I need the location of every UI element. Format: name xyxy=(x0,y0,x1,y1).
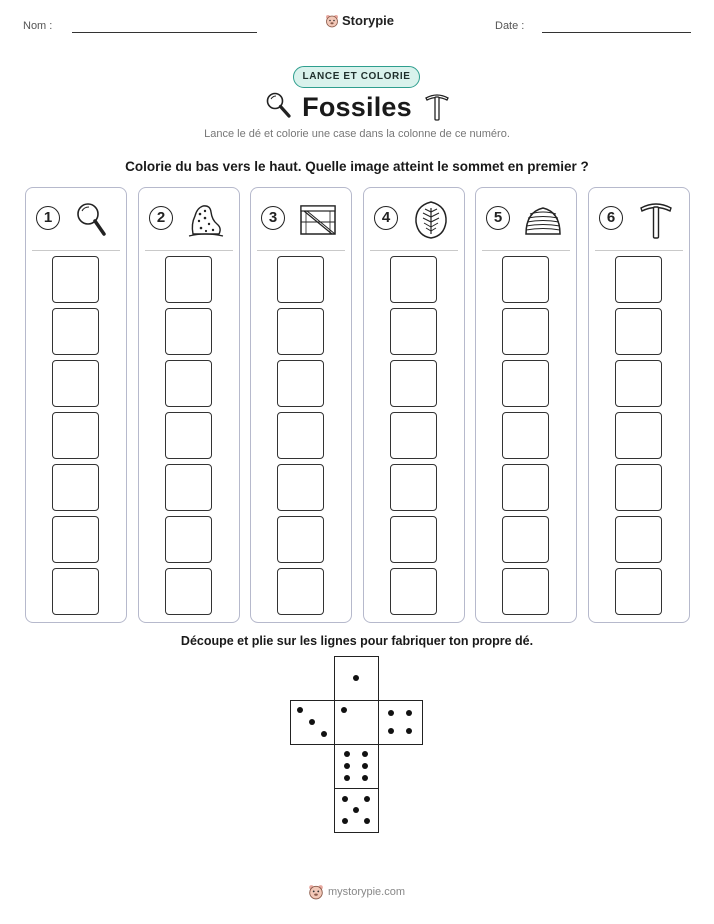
color-box[interactable] xyxy=(502,568,549,615)
column-divider xyxy=(257,250,345,251)
dice-pip xyxy=(362,775,368,781)
color-box[interactable] xyxy=(52,360,99,407)
dice-face-1[interactable] xyxy=(334,700,379,745)
footer xyxy=(308,884,405,900)
leaf-fossil-icon xyxy=(410,200,452,240)
dice-face-1[interactable] xyxy=(334,656,379,701)
color-box[interactable] xyxy=(165,256,212,303)
page-title: Fossiles xyxy=(302,92,412,122)
magnifying-glass-icon xyxy=(72,200,114,240)
number-badge: 1 xyxy=(36,206,60,230)
color-box[interactable] xyxy=(390,568,437,615)
column-header xyxy=(26,188,126,250)
column-2 xyxy=(138,187,240,623)
color-box[interactable] xyxy=(502,360,549,407)
column-header xyxy=(364,188,464,250)
column-header xyxy=(139,188,239,250)
brand-logo xyxy=(325,13,394,28)
storypie-bear-icon xyxy=(308,884,324,900)
dice-pip xyxy=(388,728,394,734)
column-1 xyxy=(25,187,127,623)
dice-pip xyxy=(406,728,412,734)
color-box[interactable] xyxy=(165,464,212,511)
dice-pip xyxy=(321,731,327,737)
color-box[interactable] xyxy=(390,360,437,407)
column-header xyxy=(476,188,576,250)
column-3 xyxy=(250,187,352,623)
column-6 xyxy=(588,187,690,623)
color-box[interactable] xyxy=(615,308,662,355)
magnifying-glass-icon xyxy=(265,91,293,121)
name-line[interactable] xyxy=(72,32,257,33)
color-box[interactable] xyxy=(52,256,99,303)
date-line[interactable] xyxy=(542,32,691,33)
color-box[interactable] xyxy=(502,516,549,563)
dice-pip xyxy=(342,796,348,802)
column-divider xyxy=(595,250,683,251)
wooden-crate-icon xyxy=(297,200,339,240)
color-box[interactable] xyxy=(165,568,212,615)
color-box[interactable] xyxy=(277,568,324,615)
column-4 xyxy=(363,187,465,623)
column-divider xyxy=(32,250,120,251)
color-box[interactable] xyxy=(615,412,662,459)
date-label: Date : xyxy=(495,20,525,32)
sponge-fossil-icon xyxy=(185,200,227,240)
color-box[interactable] xyxy=(277,308,324,355)
column-header xyxy=(251,188,351,250)
color-box[interactable] xyxy=(165,412,212,459)
dice-pip xyxy=(406,710,412,716)
color-box[interactable] xyxy=(277,516,324,563)
color-box[interactable] xyxy=(390,308,437,355)
column-divider xyxy=(370,250,458,251)
color-box[interactable] xyxy=(615,516,662,563)
dice-instruction: Découpe et plie sur les lignes pour fabriquer ton propre dé. xyxy=(180,634,534,648)
rock-layers-icon xyxy=(522,200,564,240)
dice-pip xyxy=(388,710,394,716)
subtitle: Lance le dé et colorie une case dans la colonne de ce numéro. xyxy=(204,128,510,140)
dice-pip xyxy=(297,707,303,713)
color-box[interactable] xyxy=(277,360,324,407)
color-box[interactable] xyxy=(502,308,549,355)
color-box[interactable] xyxy=(165,308,212,355)
dice-pip xyxy=(353,675,359,681)
column-divider xyxy=(482,250,570,251)
activity-badge: LANCE ET COLORIE xyxy=(293,66,420,88)
color-box[interactable] xyxy=(52,568,99,615)
pickaxe-icon xyxy=(635,200,677,240)
number-badge: 2 xyxy=(149,206,173,230)
number-badge: 5 xyxy=(486,206,510,230)
color-box[interactable] xyxy=(52,464,99,511)
dice-pip xyxy=(362,763,368,769)
dice-pip xyxy=(344,751,350,757)
color-box[interactable] xyxy=(390,412,437,459)
color-box[interactable] xyxy=(165,360,212,407)
color-box[interactable] xyxy=(277,256,324,303)
color-box[interactable] xyxy=(615,464,662,511)
dice-pip xyxy=(364,818,370,824)
dice-pip xyxy=(309,719,315,725)
dice-face-6[interactable] xyxy=(334,744,379,789)
color-box[interactable] xyxy=(390,516,437,563)
dice-pip xyxy=(344,763,350,769)
number-badge: 6 xyxy=(599,206,623,230)
color-box[interactable] xyxy=(277,412,324,459)
column-5 xyxy=(475,187,577,623)
name-label: Nom : xyxy=(23,20,53,32)
color-box[interactable] xyxy=(390,256,437,303)
dice-pip xyxy=(342,818,348,824)
dice-pip xyxy=(344,775,350,781)
color-box[interactable] xyxy=(502,412,549,459)
color-box[interactable] xyxy=(615,568,662,615)
number-badge: 3 xyxy=(261,206,285,230)
color-box[interactable] xyxy=(502,464,549,511)
coloring-instruction: Colorie du bas vers le haut. Quelle image atteint le sommet en premier ? xyxy=(125,159,589,174)
color-box[interactable] xyxy=(52,412,99,459)
column-divider xyxy=(145,250,233,251)
color-box[interactable] xyxy=(52,516,99,563)
storypie-bear-icon xyxy=(325,14,339,28)
dice-face-3[interactable] xyxy=(290,700,335,745)
pickaxe-icon xyxy=(424,92,450,122)
dice-face-4[interactable] xyxy=(378,700,423,745)
number-badge: 4 xyxy=(374,206,398,230)
color-box[interactable] xyxy=(615,256,662,303)
dice-pip xyxy=(362,751,368,757)
color-box[interactable] xyxy=(165,516,212,563)
color-box[interactable] xyxy=(615,360,662,407)
color-box[interactable] xyxy=(277,464,324,511)
dice-pip xyxy=(353,807,359,813)
footer-url[interactable]: mystorypie.com xyxy=(328,886,406,898)
column-header xyxy=(589,188,689,250)
dice-pip xyxy=(364,796,370,802)
color-box[interactable] xyxy=(390,464,437,511)
dice-pip xyxy=(341,707,347,713)
color-box[interactable] xyxy=(502,256,549,303)
dice-face-5[interactable] xyxy=(334,788,379,833)
color-box[interactable] xyxy=(52,308,99,355)
brand-name: Storypie xyxy=(342,13,395,28)
